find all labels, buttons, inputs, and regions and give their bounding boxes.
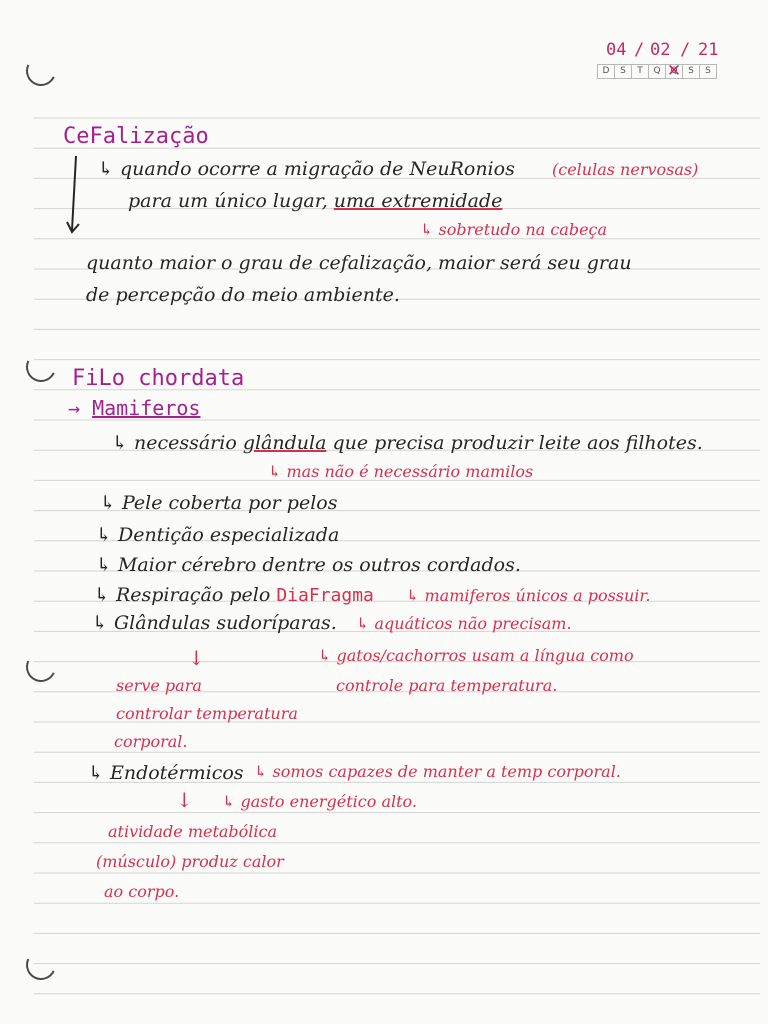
weekday-box: S: [682, 64, 700, 79]
note-corporal: corporal.: [114, 732, 188, 751]
note-gasto-energetico: ↳ gasto energético alto.: [222, 792, 417, 811]
underlined-glandula: glândula: [242, 432, 327, 454]
cefal-line-2: para um único lugar, uma extremidade: [128, 190, 503, 212]
date-month: 02: [650, 40, 671, 60]
mamiferos-item-denticao: ↳ Dentição especializada: [96, 524, 340, 546]
note-mamilos: ↳ mas não é necessário mamilos: [268, 462, 534, 481]
note-gatos-1: ↳ gatos/cachorros usam a língua como: [318, 646, 634, 665]
cefal-line-5: de percepção do meio ambiente.: [86, 284, 400, 306]
note-aquaticos: ↳ aquáticos não precisam.: [356, 614, 572, 633]
date-sep-1: /: [634, 40, 645, 60]
note-gatos-2: controle para temperatura.: [336, 676, 558, 695]
weekday-boxes: [597, 64, 716, 79]
date-day: 04: [606, 40, 627, 60]
down-arrow-atividade: ↓: [176, 788, 193, 812]
note-temp-corporal: ↳ somos capazes de manter a temp corporal.: [254, 762, 621, 781]
note-controlar-temperatura: controlar temperatura: [116, 704, 298, 723]
weekday-box: S: [699, 64, 717, 79]
cefal-note-cabeca: ↳ sobretudo na cabeça: [420, 220, 608, 239]
mamiferos-item-pele: ↳ Pele coberta por pelos: [100, 492, 338, 514]
note-atividade-1: atividade metabólica: [108, 822, 278, 841]
note-atividade-2: (músculo) produz calor: [96, 852, 284, 871]
cefal-line-1: ↳ quando ocorre a migração de NeuRonios: [98, 158, 515, 180]
weekday-box: T: [631, 64, 649, 79]
weekday-box-marked: Q ✕: [665, 64, 683, 79]
weekday-box: D: [597, 64, 615, 79]
word-diafragma: DiaFragma: [276, 585, 374, 606]
subtitle-mamiferos: → Mamiferos: [68, 396, 201, 420]
date-year: 21: [698, 40, 719, 60]
mamiferos-item-endotermicos: ↳ Endotérmicos: [88, 762, 244, 784]
underlined-extremidade: uma extremidade: [333, 190, 503, 212]
mamiferos-item-glandulas-sudoriparas: ↳ Glândulas sudoríparas.: [92, 612, 337, 634]
mamiferos-item-respiracao: ↳ Respiração pelo DiaFragma: [94, 584, 374, 606]
note-serve-para: serve para: [116, 676, 202, 695]
cefal-note-celulas: (celulas nervosas): [552, 160, 699, 179]
down-arrow-serve: ↓: [188, 646, 205, 670]
section-title-chordata: FiLo chordata: [72, 366, 245, 391]
note-atividade-3: ao corpo.: [104, 882, 180, 901]
note-mamiferos-unicos: ↳ mamiferos únicos a possuir.: [406, 586, 651, 605]
cefal-line-4: quanto maior o grau de cefalização, maior será seu grau: [86, 252, 632, 274]
mamiferos-item-glandula: ↳ necessário glândula que precisa produzir leite aos filhotes.: [112, 432, 703, 454]
mamiferos-item-cerebro: ↳ Maior cérebro dentre os outros cordados.: [96, 554, 521, 576]
weekday-box: S: [614, 64, 632, 79]
bracket-arrow: [66, 152, 88, 238]
weekday-box: Q: [648, 64, 666, 79]
section-title-cefalizacao: CeFalização: [63, 124, 209, 149]
date-sep-2: /: [680, 40, 691, 60]
